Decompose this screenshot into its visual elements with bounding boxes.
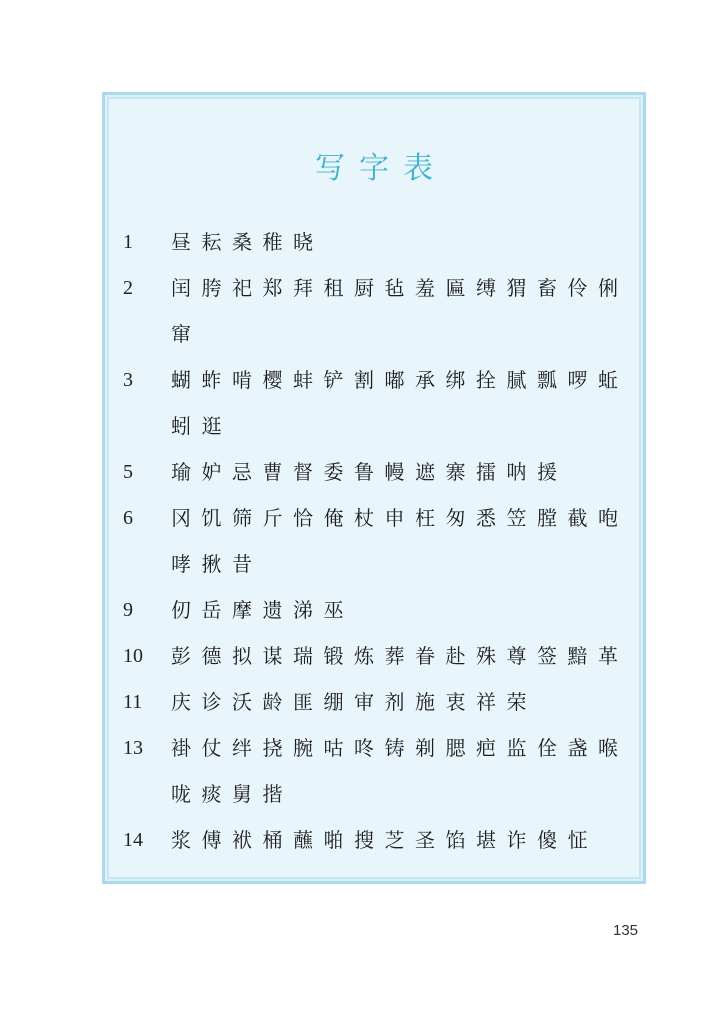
list-item xyxy=(123,219,633,265)
list-item xyxy=(123,725,633,817)
lesson-number: 3 xyxy=(123,369,133,391)
lesson-number: 14 xyxy=(123,829,143,851)
lesson-characters: 闰胯祀郑拜租厨毡羞匾缚猬畜伶俐窜 xyxy=(171,276,629,346)
lesson-number: 11 xyxy=(123,691,143,713)
list-item xyxy=(123,357,633,449)
lesson-number: 2 xyxy=(123,277,133,299)
lesson-number: 5 xyxy=(123,461,133,483)
list-item xyxy=(123,449,633,495)
lesson-characters: 蝴蚱啃樱蚌铲割嘟承绑拴腻瓢啰蚯蚓逛 xyxy=(171,368,629,438)
lesson-number: 10 xyxy=(123,645,143,667)
page-number: 135 xyxy=(613,922,639,939)
list-item xyxy=(123,587,633,633)
lesson-characters: 庆诊沃龄匪绷审剂施衷祥荣 xyxy=(171,690,537,714)
list-item xyxy=(123,495,633,587)
lesson-characters: 仞岳摩遗涕巫 xyxy=(171,598,354,622)
page-title: 写字表 xyxy=(315,151,447,186)
lesson-number: 6 xyxy=(123,507,133,529)
list-item xyxy=(123,633,633,679)
list-item xyxy=(123,817,633,863)
lesson-characters: 昼耘桑稚晓 xyxy=(171,230,324,254)
lesson-characters: 冈饥筛斤恰俺杖申枉匆悉笠膛截咆哮揪昔 xyxy=(171,506,629,576)
list-item xyxy=(123,679,633,725)
lesson-number: 1 xyxy=(123,231,133,253)
lesson-characters: 彭德拟谋瑞锻炼葬眷赴殊尊签黯革 xyxy=(171,644,629,668)
word-list xyxy=(123,219,633,863)
lesson-number: 9 xyxy=(123,599,133,621)
lesson-characters: 褂仗绊挠腕咕咚铸剃腮疤监佺盏喉咙痰舅揩 xyxy=(171,736,629,806)
list-item xyxy=(123,265,633,357)
lesson-number: 13 xyxy=(123,737,143,759)
word-table-panel xyxy=(102,92,646,884)
lesson-characters: 浆傅袱桶蘸啪搜芝圣馅堪诈傻怔 xyxy=(171,828,598,852)
lesson-characters: 瑜妒忌曹督委鲁幔遮寨擂呐援 xyxy=(171,460,568,484)
